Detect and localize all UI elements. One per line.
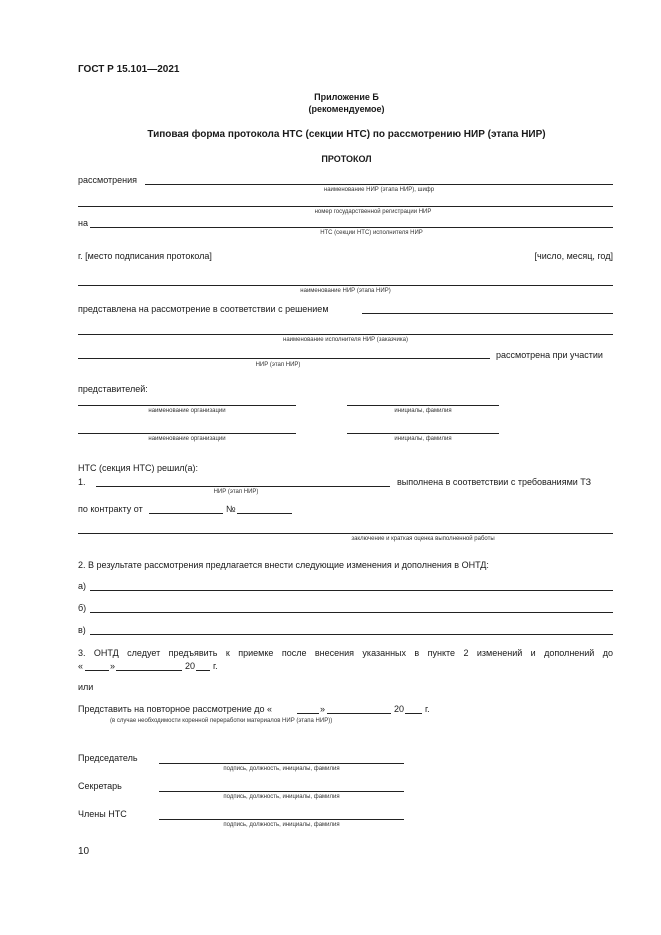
resubmit-date-close: » xyxy=(320,704,326,714)
form-title: Типовая форма протокола НТС (секции НТС) по рассмотрению НИР (этапа НИР) xyxy=(147,129,546,140)
secretary-line xyxy=(159,791,404,792)
item3-year-prefix: 20 xyxy=(185,661,196,671)
appendix-title: Приложение Б xyxy=(314,92,379,102)
contract-date-line xyxy=(149,513,223,514)
decided-label: НТС (секция НТС) решил(а): xyxy=(78,463,198,473)
or-label: или xyxy=(78,682,94,692)
decision-line xyxy=(362,313,613,314)
caption-secretary-signature: подпись, должность, инициалы, фамилия xyxy=(223,794,340,800)
caption-org-1: наименование организации xyxy=(148,408,226,414)
caption-customer: наименование исполнителя НИР (заказчика) xyxy=(283,337,408,343)
caption-initials-2: инициалы, фамилия xyxy=(394,436,452,442)
review-label: рассмотрения xyxy=(78,175,138,185)
caption-initials-1: инициалы, фамилия xyxy=(394,408,452,414)
option-c: в) xyxy=(78,625,86,635)
option-a-line xyxy=(90,590,613,591)
item3-date-open: « xyxy=(78,661,84,671)
secretary-label: Секретарь xyxy=(78,781,122,791)
item3-month-line xyxy=(116,670,182,671)
review-line xyxy=(145,184,613,185)
caption-members-signature: подпись, должность, инициалы, фамилия xyxy=(223,822,340,828)
initials-line-1 xyxy=(347,405,499,406)
resubmit-day-line xyxy=(297,713,319,714)
considered-line xyxy=(78,358,490,359)
nir-name-line xyxy=(78,285,613,286)
contract-label: по контракту от xyxy=(78,504,143,514)
org-line-1 xyxy=(78,405,296,406)
caption-nir-stage: НИР (этап НИР) xyxy=(255,362,301,368)
resubmit-year-prefix: 20 xyxy=(394,704,405,714)
considered-label: рассмотрена при участии xyxy=(496,350,603,360)
resubmit-year-suffix: г. xyxy=(425,704,430,714)
representatives-label: представителей: xyxy=(78,384,148,394)
contract-number-line xyxy=(237,513,292,514)
option-a: а) xyxy=(78,581,87,591)
initials-line-2 xyxy=(347,433,499,434)
chairman-label: Председатель xyxy=(78,753,138,763)
page-number: 10 xyxy=(78,846,90,857)
item1-text: выполнена в соответствии с требованиями ТЗ xyxy=(397,477,592,487)
protocol-title: ПРОТОКОЛ xyxy=(321,154,372,164)
caption-rework: (в случае необходимости коренной переработки материалов НИР (этапа НИР)) xyxy=(110,718,333,724)
option-c-line xyxy=(90,634,613,635)
caption-conclusion: заключение и краткая оценка выполненной работы xyxy=(351,536,495,542)
option-b-line xyxy=(90,612,613,613)
customer-line xyxy=(78,334,613,335)
nts-line xyxy=(90,227,613,228)
item3-text: 3. ОНТД следует предъявить к приемке после внесения указанных в пункте 2 изменений и дополнений до xyxy=(78,648,613,658)
appendix-subtitle: (рекомендуемое) xyxy=(308,104,385,114)
caption-nts-executor: НТС (секции НТС) исполнителя НИР xyxy=(320,230,423,236)
caption-nir-name: наименование НИР (этапа НИР) xyxy=(300,288,391,294)
caption-nir-name-code: наименование НИР (этапа НИР), шифр xyxy=(323,187,435,193)
item1-number: 1. xyxy=(78,477,86,487)
place-label: г. [место подписания протокола] xyxy=(78,251,212,261)
item2-text: 2. В результате рассмотрения предлагается внести следующие изменения и дополнения в ОНТД: xyxy=(78,560,489,570)
item3-year-suffix: г. xyxy=(213,661,218,671)
caption-item1-stage: НИР (этап НИР) xyxy=(213,489,259,495)
date-label: [число, месяц, год] xyxy=(534,251,613,261)
option-b: б) xyxy=(78,603,87,613)
members-label: Члены НТС xyxy=(78,809,127,819)
conclusion-line xyxy=(78,533,613,534)
chairman-line xyxy=(159,763,404,764)
resubmit-year-line xyxy=(405,713,422,714)
number-sign: № xyxy=(226,504,236,514)
caption-chairman-signature: подпись, должность, инициалы, фамилия xyxy=(223,766,340,772)
item3-year-line xyxy=(196,670,210,671)
state-reg-line xyxy=(78,206,613,207)
resubmit-month-line xyxy=(327,713,391,714)
item3-date-close: » xyxy=(110,661,116,671)
resubmit-label: Представить на повторное рассмотрение до « xyxy=(78,704,273,714)
presented-label: представлена на рассмотрение в соответствии с решением xyxy=(78,304,329,314)
caption-state-reg: номер государственной регистрации НИР xyxy=(314,209,432,215)
caption-org-2: наименование организации xyxy=(148,436,226,442)
on-label: на xyxy=(78,218,88,228)
standard-number: ГОСТ Р 15.101—2021 xyxy=(78,64,180,75)
org-line-2 xyxy=(78,433,296,434)
item3-day-line xyxy=(85,670,109,671)
members-line xyxy=(159,819,404,820)
item1-line xyxy=(96,486,390,487)
